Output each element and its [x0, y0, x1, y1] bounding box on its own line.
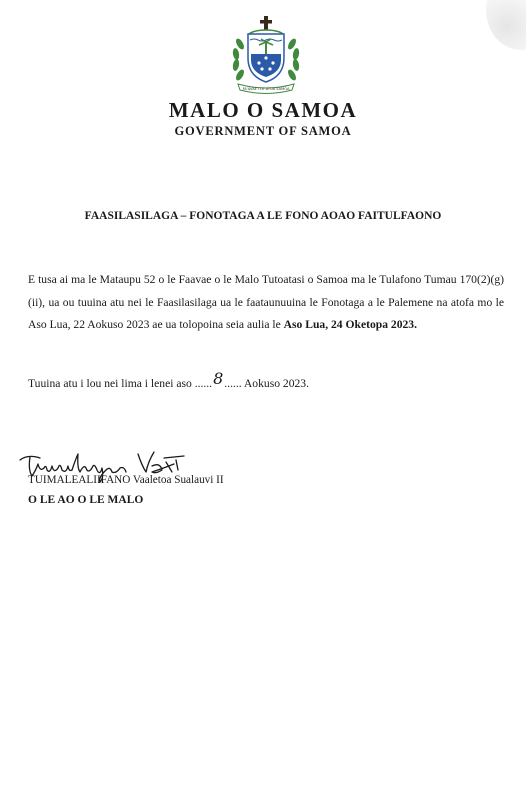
handwritten-day: 8: [213, 369, 224, 388]
org-name: MALO O SAMOA: [168, 98, 358, 122]
dated-suffix: ...... Aokuso 2023.: [224, 377, 309, 390]
dated-line: [28, 369, 309, 391]
coat-of-arms-icon: [226, 14, 306, 96]
body-emphasis: Aso Lua, 24 Oketopa 2023.: [283, 318, 418, 331]
corner-shadow: [486, 0, 526, 50]
body-paragraph: [28, 269, 504, 337]
body-text: E tusa ai ma le Mataupu 52 o le Faavae o le Malo Tutoatasi o Samoa ma le Tulafono Tumau 170(2)(g)(ii), ua ou tuuina atu nei le Faasilasilaga ua le faataunuuina le Fonotaga a le Palemene na atofa mo le Aso Lua, 22 Aokuso 2023 ae ua tolopoina seia aulia le: [28, 273, 504, 331]
org-name-english: GOVERNMENT OF SAMOA: [174, 124, 352, 138]
crest-motto: FA'AVAE I LE ATUA SAMOA: [242, 87, 290, 91]
document-title: FAASILASILAGA – FONOTAGA A LE FONO AOAO FAITULFAONO: [84, 210, 442, 222]
dated-prefix: Tuuina atu i lou nei lima i lenei aso ......: [28, 377, 213, 390]
signatory-title: O LE AO O LE MALO: [28, 494, 144, 506]
signatory-name: TUIMALEALIIFANO Vaaletoa Sualauvi II: [28, 474, 224, 486]
